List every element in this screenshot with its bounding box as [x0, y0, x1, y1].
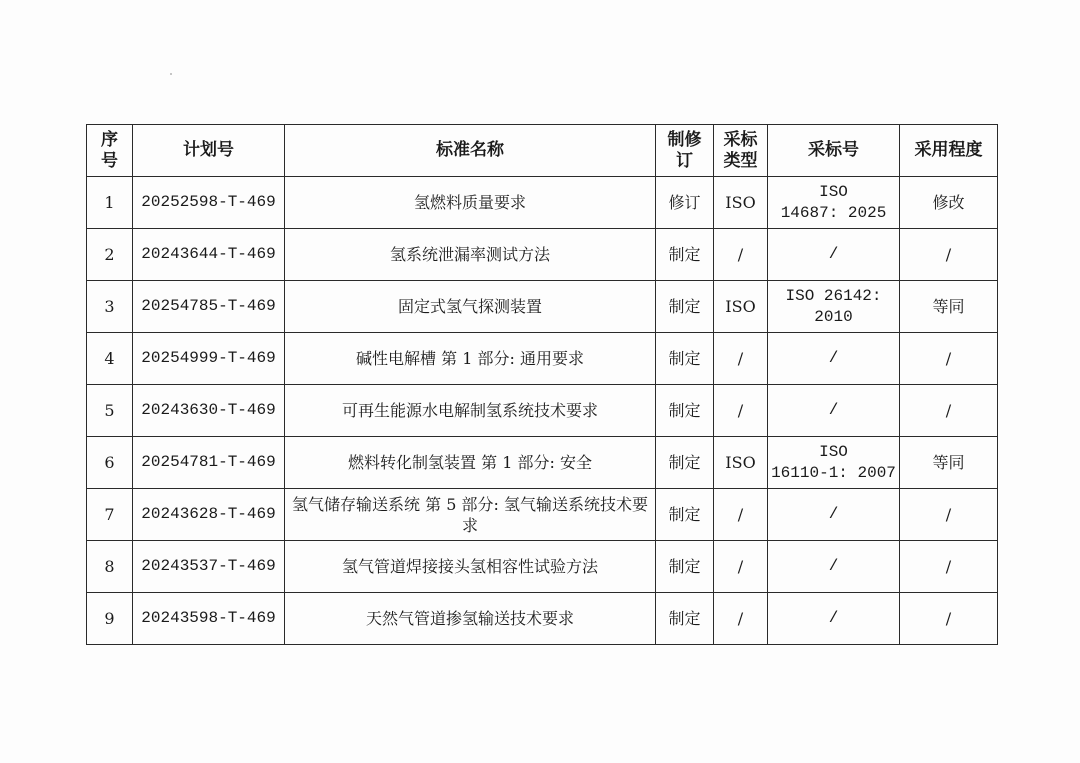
cell-adopt-no-line1: /: [828, 557, 839, 575]
table-row: [87, 333, 998, 385]
header-adopt-type-line2: 类型: [723, 150, 758, 171]
cell-adopt-no-line1: ISO: [819, 442, 848, 461]
header-seq-line1: 序: [101, 129, 118, 150]
header-plan: 计划号: [133, 125, 285, 177]
cell-adopt-no: [768, 281, 900, 333]
cell-adopt-type: /: [714, 489, 768, 541]
cell-name: 可再生能源水电解制氢系统技术要求: [285, 385, 656, 437]
cell-adopt-type: /: [714, 229, 768, 281]
cell-adopt-no: [768, 177, 900, 229]
cell-adopt-type: /: [714, 333, 768, 385]
cell-plan: 20254785-T-469: [133, 281, 285, 333]
header-seq: [87, 125, 133, 177]
cell-adopt-degree: 等同: [900, 437, 998, 489]
cell-name: 氢气管道焊接接头氢相容性试验方法: [285, 541, 656, 593]
cell-adopt-degree: /: [900, 541, 998, 593]
cell-seq: 7: [87, 489, 133, 541]
cell-revision: 制定: [656, 489, 714, 541]
cell-adopt-degree: /: [900, 333, 998, 385]
cell-plan: 20252598-T-469: [133, 177, 285, 229]
cell-revision: 制定: [656, 541, 714, 593]
table-body: [87, 177, 998, 645]
cell-seq: 6: [87, 437, 133, 489]
cell-adopt-degree: /: [900, 385, 998, 437]
cell-plan: 20243644-T-469: [133, 229, 285, 281]
header-adopt-no: 采标号: [768, 125, 900, 177]
header-row: [87, 125, 998, 177]
table-row: [87, 437, 998, 489]
cell-adopt-degree: 等同: [900, 281, 998, 333]
cell-adopt-no: [768, 229, 900, 281]
table-row: [87, 281, 998, 333]
cell-adopt-no: [768, 593, 900, 645]
cell-name: 氢气储存输送系统 第 5 部分: 氢气输送系统技术要求: [285, 489, 656, 541]
cell-revision: 制定: [656, 229, 714, 281]
header-revision: [656, 125, 714, 177]
cell-plan: 20243628-T-469: [133, 489, 285, 541]
cell-adopt-no-line1: /: [828, 349, 839, 367]
cell-adopt-no-line2: 14687: 2025: [780, 203, 887, 222]
cell-name: 碱性电解槽 第 1 部分: 通用要求: [285, 333, 656, 385]
cell-plan: 20243598-T-469: [133, 593, 285, 645]
header-adopt-degree: 采用程度: [900, 125, 998, 177]
table-row: [87, 489, 998, 541]
table-row: [87, 177, 998, 229]
table-row: [87, 385, 998, 437]
cell-adopt-no-line1: ISO 26142:: [785, 286, 882, 305]
header-adopt-type-line1: 采标: [723, 129, 758, 150]
cell-seq: 2: [87, 229, 133, 281]
cell-adopt-no-line1: /: [828, 609, 839, 627]
cell-adopt-no: [768, 489, 900, 541]
cell-seq: 5: [87, 385, 133, 437]
cell-adopt-no-line1: /: [828, 401, 839, 419]
cell-revision: 制定: [656, 593, 714, 645]
cell-name: 氢燃料质量要求: [285, 177, 656, 229]
table-row: [87, 541, 998, 593]
cell-revision: 制定: [656, 281, 714, 333]
cell-adopt-degree: /: [900, 489, 998, 541]
cell-adopt-type: ISO: [714, 281, 768, 333]
cell-adopt-degree: 修改: [900, 177, 998, 229]
table-row: [87, 593, 998, 645]
cell-adopt-type: /: [714, 593, 768, 645]
cell-adopt-no-line1: /: [828, 245, 839, 263]
cell-adopt-no: [768, 541, 900, 593]
cell-plan: 20243537-T-469: [133, 541, 285, 593]
cell-adopt-type: /: [714, 541, 768, 593]
cell-revision: 制定: [656, 333, 714, 385]
cell-adopt-no-line2: 16110-1: 2007: [771, 463, 896, 482]
cell-adopt-type: ISO: [714, 177, 768, 229]
cell-revision: 制定: [656, 385, 714, 437]
cell-revision: 修订: [656, 177, 714, 229]
cell-adopt-no: [768, 385, 900, 437]
cell-adopt-type: /: [714, 385, 768, 437]
cell-plan: 20254999-T-469: [133, 333, 285, 385]
cell-adopt-type: ISO: [714, 437, 768, 489]
cell-adopt-no-line1: ISO: [819, 182, 848, 201]
header-adopt-type: [714, 125, 768, 177]
standards-table: [86, 124, 998, 645]
cell-name: 固定式氢气探测装置: [285, 281, 656, 333]
scan-speck: [170, 73, 172, 75]
cell-name: 氢系统泄漏率测试方法: [285, 229, 656, 281]
cell-seq: 1: [87, 177, 133, 229]
cell-seq: 8: [87, 541, 133, 593]
header-revision-line2: 订: [676, 150, 693, 171]
cell-plan: 20254781-T-469: [133, 437, 285, 489]
cell-plan: 20243630-T-469: [133, 385, 285, 437]
cell-adopt-no: [768, 333, 900, 385]
cell-name: 天然气管道掺氢输送技术要求: [285, 593, 656, 645]
cell-seq: 4: [87, 333, 133, 385]
header-seq-line2: 号: [101, 150, 118, 171]
cell-adopt-no-line2: 2010: [814, 307, 853, 326]
cell-adopt-no: [768, 437, 900, 489]
header-revision-line1: 制修: [667, 129, 702, 150]
cell-adopt-no-line1: /: [828, 505, 839, 523]
cell-adopt-degree: /: [900, 229, 998, 281]
cell-seq: 9: [87, 593, 133, 645]
cell-seq: 3: [87, 281, 133, 333]
cell-adopt-degree: /: [900, 593, 998, 645]
cell-revision: 制定: [656, 437, 714, 489]
header-name: 标准名称: [285, 125, 656, 177]
cell-name: 燃料转化制氢装置 第 1 部分: 安全: [285, 437, 656, 489]
table-row: [87, 229, 998, 281]
